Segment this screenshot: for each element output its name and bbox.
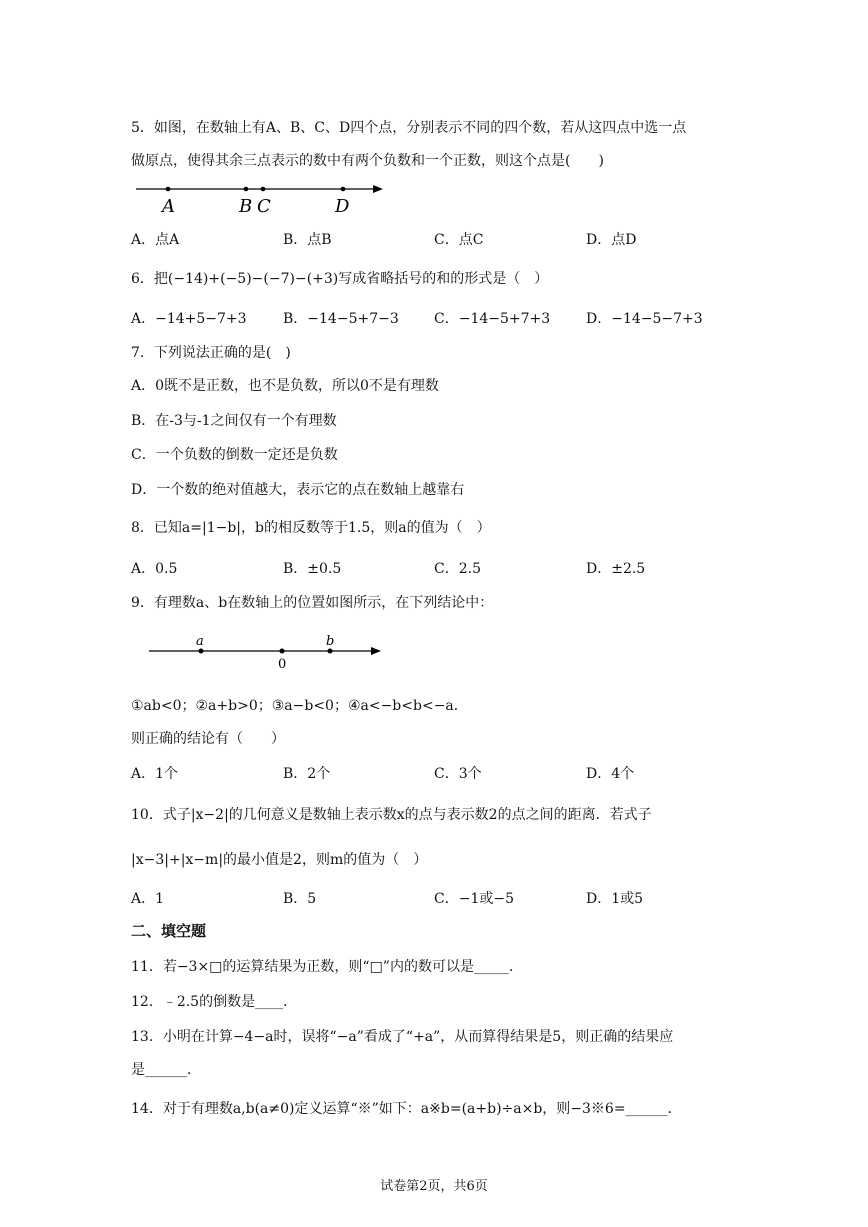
q10-options: [131, 888, 771, 910]
q9-label-zero: 0: [278, 657, 287, 672]
page-footer: 试卷第2页，共6页: [380, 1179, 488, 1194]
q7-option-b[interactable]: B．在-3与-1之间仅有一个有理数: [131, 413, 337, 429]
q5-label-b: B: [239, 196, 253, 217]
q6-option-a[interactable]: A．−14+5−7+3: [131, 311, 247, 327]
q8-option-c[interactable]: C．2.5: [434, 561, 481, 577]
q13-line2: 是______．: [131, 1062, 201, 1078]
q9-number-line: [145, 630, 390, 674]
q9-options: [131, 763, 771, 785]
q7-stem: 7．下列说法正确的是( ): [131, 345, 291, 361]
q6-option-d[interactable]: D．−14−5−7+3: [586, 311, 703, 327]
q10-option-d[interactable]: D．1或5: [586, 891, 644, 907]
q13-line1: 13．小明在计算−4−a时，误将“−a”看成了“+a”，从而算得结果是5，则正确的结果应: [131, 1029, 674, 1045]
q9-option-c[interactable]: C．3个: [434, 766, 482, 782]
q6-option-b[interactable]: B．−14−5+7−3: [283, 311, 399, 327]
q5-label-a: A: [162, 196, 175, 217]
q6-options: [131, 308, 771, 330]
q5-option-c[interactable]: C．点C: [434, 232, 484, 248]
q10-stem-line2: |x−3|+|x−m|的最小值是2，则m的值为（ ）: [131, 852, 428, 868]
q8-option-a[interactable]: A．0.5: [131, 561, 178, 577]
q7-option-a[interactable]: A．0既不是正数，也不是负数，所以0不是有理数: [131, 378, 439, 394]
q9-option-b[interactable]: B．2个: [283, 766, 331, 782]
q9-point-zero: [280, 649, 285, 654]
q5-point-a: [166, 187, 171, 192]
q9-label-a: a: [196, 634, 204, 649]
q8-option-b[interactable]: B．±0.5: [283, 561, 342, 577]
q9-axis-arrow-icon: [371, 647, 381, 655]
q9-conclusions: ①ab<0；②a+b>0；③a−b<0；④a<−b<b<−a．: [131, 698, 468, 714]
q10-option-a[interactable]: A．1: [131, 891, 165, 907]
q5-point-b: [244, 187, 249, 192]
q14: 14．对于有理数a,b(a≠0)定义运算“※”如下：a※b=(a+b)÷a×b，则−3※6=______．: [131, 1101, 682, 1117]
q5-stem-line2: 做原点，使得其余三点表示的数中有两个负数和一个正数，则这个点是( ): [131, 153, 604, 169]
q8-stem: 8．已知a=|1−b|，b的相反数等于1.5，则a的值为（ ）: [131, 520, 491, 536]
q7-option-d[interactable]: D．一个数的绝对值越大，表示它的点在数轴上越靠右: [131, 482, 465, 498]
q9-stem: 9．有理数a、b在数轴上的位置如图所示，在下列结论中：: [131, 595, 494, 611]
q8-option-d[interactable]: D．±2.5: [586, 561, 646, 577]
section-2-title: 二、填空题: [131, 922, 207, 940]
q5-label-d: D: [335, 196, 350, 217]
q5-axis-arrow-icon: [373, 185, 383, 193]
q5-option-d[interactable]: D．点D: [586, 232, 637, 248]
q5-label-c: C: [257, 196, 271, 217]
q10-option-b[interactable]: B．5: [283, 891, 317, 907]
q6-option-c[interactable]: C．−14−5+7+3: [434, 311, 551, 327]
q7-option-c[interactable]: C．一个负数的倒数一定还是负数: [131, 447, 338, 463]
q9-option-d[interactable]: D．4个: [586, 766, 635, 782]
q12: 12．﹣2.5的倒数是____．: [131, 994, 298, 1010]
q5-option-a[interactable]: A．点A: [131, 232, 180, 248]
q9-point-a: [199, 649, 204, 654]
q10-option-c[interactable]: C．−1或−5: [434, 891, 514, 907]
q6-stem: 6．把(−14)+(−5)−(−7)−(+3)写成省略括号的和的形式是（ ）: [131, 271, 549, 287]
q9-ask: 则正确的结论有（ ）: [131, 731, 285, 747]
q8-options: [131, 558, 771, 580]
q5-point-d: [341, 187, 346, 192]
q5-options: [131, 229, 771, 251]
q9-point-b: [328, 649, 333, 654]
q5-number-line: [131, 176, 391, 218]
q11: 11．若−3×□的运算结果为正数，则“□”内的数可以是_____．: [131, 959, 523, 975]
q5-point-c: [261, 187, 266, 192]
q5-stem-line1: 5．如图，在数轴上有A、B、C、D四个点，分别表示不同的四个数，若从这四点中选一点: [131, 120, 687, 136]
q10-stem-line1: 10．式子|x−2|的几何意义是数轴上表示数x的点与表示数2的点之间的距离．若式子: [131, 807, 652, 823]
q9-label-b: b: [326, 634, 335, 649]
q9-option-a[interactable]: A．1个: [131, 766, 179, 782]
q5-option-b[interactable]: B．点B: [283, 232, 332, 248]
